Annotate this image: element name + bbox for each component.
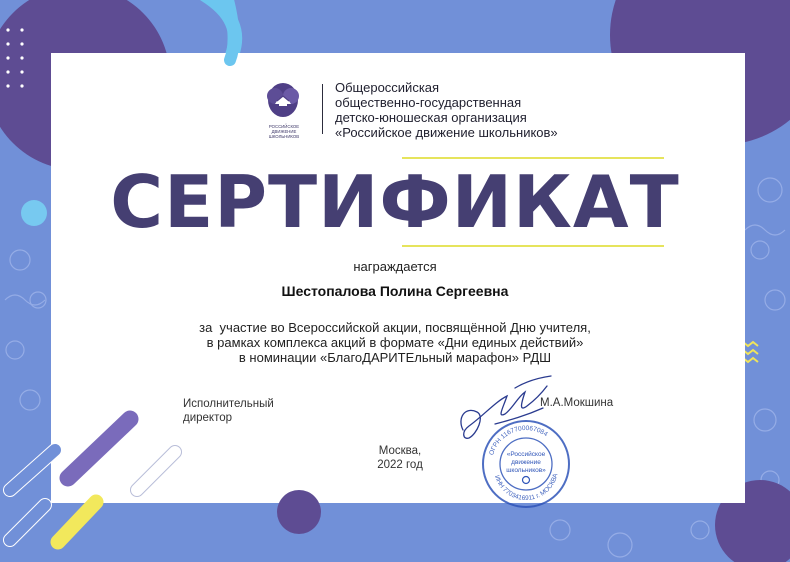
signer-role xyxy=(183,397,274,425)
stamp-center-line: школьников» xyxy=(506,467,546,474)
stamp-center-line: движение xyxy=(511,459,541,466)
organization-line: детско-юношеская организация xyxy=(335,110,527,125)
organization-line: общественно-государственная xyxy=(335,95,522,110)
year: 2022 год xyxy=(377,459,423,471)
org-divider xyxy=(322,84,323,134)
stamp-center-line: «Российское xyxy=(506,451,546,458)
logo-caption xyxy=(256,124,312,139)
city: Москва, xyxy=(378,445,422,457)
role-line: директор xyxy=(183,412,233,424)
place-date xyxy=(360,444,440,472)
recipient-name: Шестопалова Полина Сергеевна xyxy=(281,283,509,299)
organization-line: «Российское движение школьников» xyxy=(335,125,558,140)
title-rule-top xyxy=(402,157,664,159)
award-reason xyxy=(0,320,790,365)
handwritten-signature xyxy=(455,368,575,448)
rdsh-logo-icon xyxy=(262,80,304,124)
title-rule-bottom xyxy=(402,245,664,247)
stamp-ogrn: ОГРН 1167700067084 xyxy=(488,424,549,457)
reason-line: в номинации «БлагоДАРИТЕльный марафон» РДШ xyxy=(238,350,552,365)
signer-name: М.А.Мокшина xyxy=(540,397,614,409)
awarded-label: награждается xyxy=(353,259,437,274)
logo-caption-line: РОССИЙСКОЕ xyxy=(268,124,300,129)
stamp-logo-icon xyxy=(523,477,530,484)
reason-line: за участие во Всероссийской акции, посвящённой Дню учителя, xyxy=(199,320,591,335)
certificate-title: СЕРТИФИКАТ xyxy=(110,160,680,244)
reason-line: в рамках комплекса акций в формате «Дни единых действий» xyxy=(206,335,584,350)
organization-name xyxy=(335,80,558,140)
logo-caption-line: ДВИЖЕНИЕ ШКОЛЬНИКОВ xyxy=(268,129,300,139)
role-line: Исполнительный xyxy=(183,398,274,410)
stamp-inn: ИНН 7703416911 г. МОСКВА xyxy=(493,472,560,503)
organization-line: Общероссийская xyxy=(335,80,440,95)
